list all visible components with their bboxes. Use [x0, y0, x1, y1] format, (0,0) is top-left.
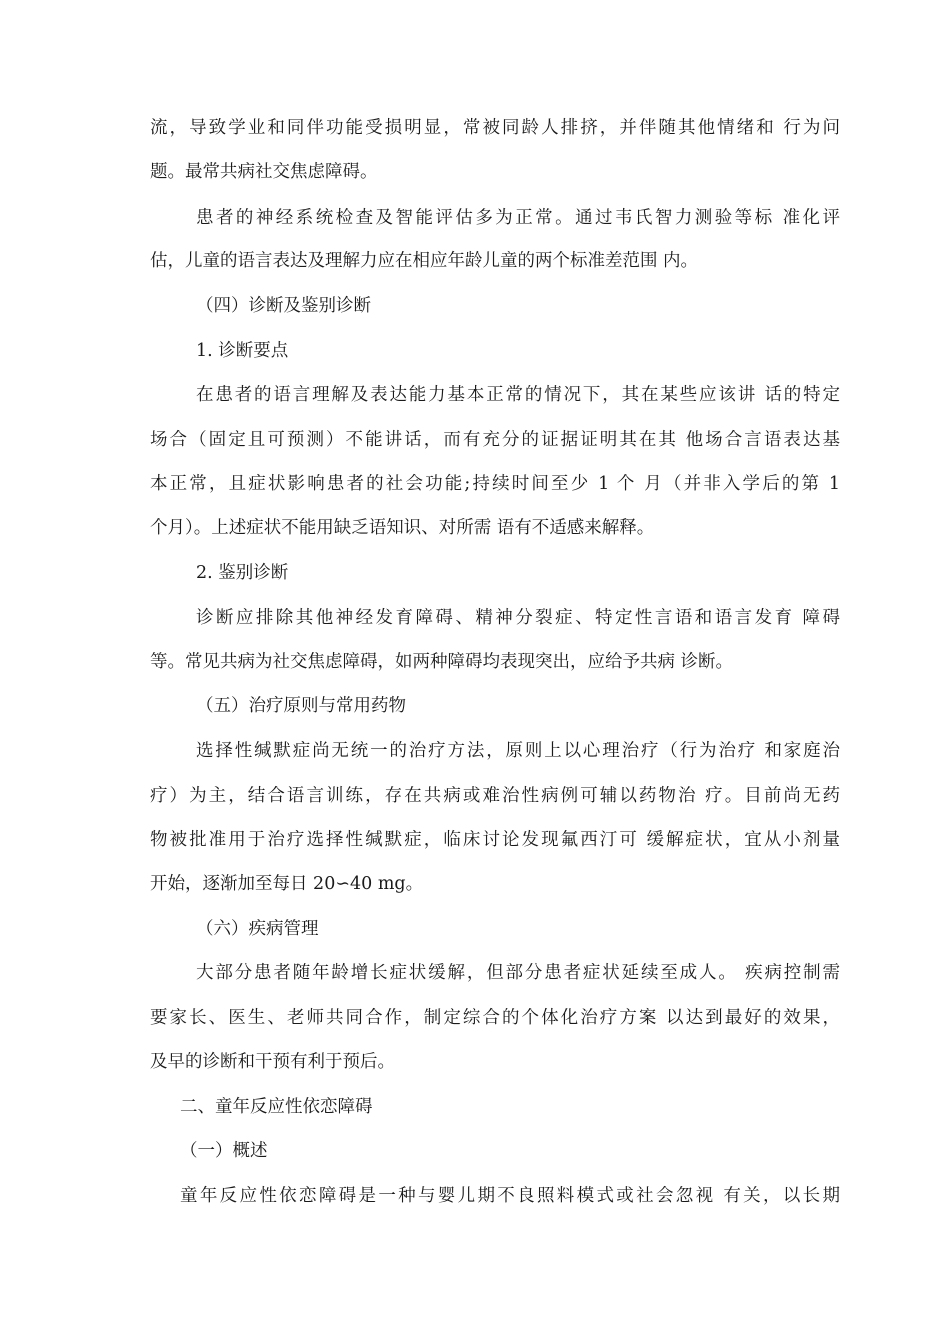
paragraph-line: 场合（固定且可预测）不能讲话，而有充分的证据证明其在其 他场合言语表达基 [150, 430, 840, 450]
paragraph-line: 诊断应排除其他神经发育障碍、精神分裂症、特定性言语和语言发育 障碍 [196, 608, 840, 628]
paragraph-line: 在患者的语言理解及表达能力基本正常的情况下，其在某些应该讲 话的特定 [196, 385, 840, 405]
subsection-heading: 2. 鉴别诊断 [196, 563, 289, 583]
paragraph-line: 患者的神经系统检查及智能评估多为正常。通过韦氏智力测验等标 准化评 [196, 208, 840, 228]
paragraph-line: 本正常，且症状影响患者的社会功能;持续时间至少 1 个 月（并非入学后的第 1 [150, 474, 840, 494]
paragraph-line: 大部分患者随年龄增长症状缓解，但部分患者症状延续至成人。 疾病控制需 [196, 963, 840, 983]
paragraph-line: 题。最常共病社交焦虑障碍。 [150, 162, 378, 182]
paragraph-line: 开始，逐渐加至每日 20∽40 mg。 [150, 874, 424, 894]
paragraph-line: 流，导致学业和同伴功能受损明显，常被同龄人排挤，并伴随其他情绪和 行为问 [150, 118, 840, 138]
chapter-heading: 二、童年反应性依恋障碍 [180, 1097, 373, 1117]
section-heading: （四）诊断及鉴别诊断 [196, 296, 371, 316]
paragraph-line: 估，儿童的语言表达及理解力应在相应年龄儿童的两个标准差范围 内。 [150, 251, 699, 271]
paragraph-line: 选择性缄默症尚无统一的治疗方法，原则上以心理治疗（行为治疗 和家庭治 [196, 741, 840, 761]
paragraph-line: 童年反应性依恋障碍是一种与婴儿期不良照料模式或社会忽视 有关，以长期 [180, 1186, 840, 1206]
section-heading: （一）概述 [180, 1141, 268, 1161]
paragraph-line: 疗）为主，结合语言训练，存在共病或难治性病例可辅以药物治 疗。目前尚无药 [150, 786, 840, 806]
paragraph-line: 及早的诊断和干预有利于预后。 [150, 1052, 395, 1072]
section-heading: （六）疾病管理 [196, 919, 319, 939]
paragraph-line: 物被批准用于治疗选择性缄默症，临床讨论发现氟西汀可 缓解症状，宜从小剂量 [150, 830, 840, 850]
subsection-heading: 1. 诊断要点 [196, 341, 289, 361]
paragraph-line: 要家长、医生、老师共同合作，制定综合的个体化治疗方案 以达到最好的效果， [150, 1008, 840, 1028]
section-heading: （五）治疗原则与常用药物 [196, 696, 406, 716]
paragraph-line: 个月）。上述症状不能用缺乏语知识、对所需 语有不适感来解释。 [150, 518, 655, 538]
paragraph-line: 等。常见共病为社交焦虑障碍，如两种障碍均表现突出，应给予共病 诊断。 [150, 652, 734, 672]
